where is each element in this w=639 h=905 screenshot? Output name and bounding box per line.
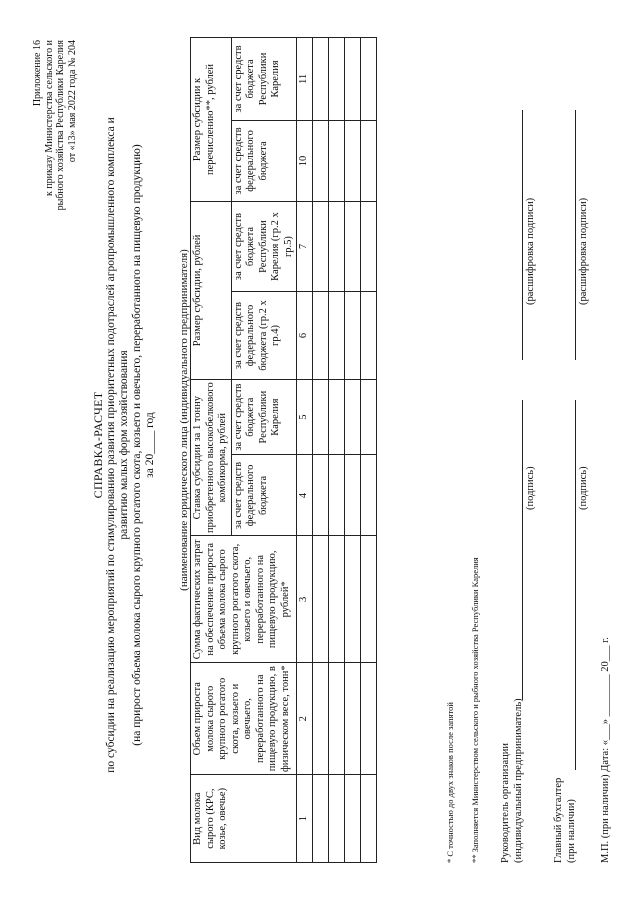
header-size-karelia: за счет средств бюджета Республики Карелия (гр.2 х гр.5) <box>231 201 297 291</box>
title-line: (на прирост объема молока сырого крупного рогатого скота, козьего и овечьего, переработанного на пищевую продукцию) <box>131 144 143 746</box>
column-number: 6 <box>297 292 313 380</box>
title-line: развитию малых форм хозяйствования <box>118 350 130 540</box>
calculation-table <box>190 37 377 863</box>
head-signature-line[interactable] <box>512 400 523 700</box>
footnote-ministry: ** Заполняется Министерством сельского и рыбного хозяйства Республики Карелия <box>470 557 480 863</box>
head-signature-caption: (подпись) <box>525 466 536 510</box>
column-number: 1 <box>297 775 313 863</box>
column-number: 10 <box>297 120 313 201</box>
header-rate-federal: за счет средств федерального бюджета <box>231 455 297 536</box>
appendix-header <box>32 40 78 210</box>
accountant-signature-caption: (подпись) <box>578 466 589 510</box>
header-pay-federal: за счет средств федерального бюджета <box>231 120 297 201</box>
column-number: 3 <box>297 536 313 663</box>
column-number: 7 <box>297 201 313 291</box>
header-pay-karelia: за счет средств бюджета Республики Карелия <box>231 38 297 121</box>
table-row <box>344 38 360 863</box>
accountant-title: Главный бухгалтер <box>553 777 564 863</box>
org-name-caption: (наименование юридического лица (индивидуального предпринимателя) <box>178 249 190 591</box>
table-row <box>312 38 328 863</box>
head-subtitle: (индивидуальный предприниматель) <box>513 698 524 863</box>
column-number: 11 <box>297 38 313 121</box>
column-number: 4 <box>297 455 313 536</box>
head-decode-line[interactable] <box>512 110 523 360</box>
header-rate: Ставка субсидии за 1 тонну приобретенного высокобелкового комбикорма, рублей <box>191 379 232 536</box>
document-title <box>92 45 157 845</box>
title-main: СПРАВКА-РАСЧЕТ <box>91 391 105 499</box>
title-line: по субсидии на реализацию мероприятий по стимулированию развития приоритетных подотраслей агропромышленного комплекса и <box>105 117 117 773</box>
header-rate-karelia: за счет средств бюджета Республики Карелия <box>231 379 297 455</box>
table-row <box>360 38 376 863</box>
header-subsidy-size: Размер субсидии, рублей <box>191 201 232 379</box>
title-line: за 20____ год <box>144 412 156 478</box>
head-title: Руководитель организации <box>500 743 511 863</box>
header-subsidy-payment: Размер субсидии к перечислению**, рублей <box>191 38 232 202</box>
accountant-subtitle: (при наличии) <box>566 799 577 863</box>
column-number: 5 <box>297 379 313 455</box>
stamp-date-line: М.П. (при наличии) Дата: «___» ________ 20___ г. <box>600 637 611 863</box>
appendix-line: Приложение 16 <box>32 40 43 107</box>
header-volume: Объем прироста молока сырого крупного рогатого скота, козьего и овечьего, переработанного на пищевую продукцию, в физическом весе, тонн* <box>191 663 297 775</box>
accountant-decode-line[interactable] <box>565 110 576 360</box>
accountant-decode-caption: (расшифровка подписи) <box>578 197 589 305</box>
header-costs: Сумма фактических затрат на обеспечение прироста объема молока сырого крупного рогатого скота, козьего и овечьего, переработанного на пищевую продукцию, рублей* <box>191 536 297 663</box>
header-size-federal: за счет средств федерального бюджета (гр.2 х гр.4) <box>231 292 297 380</box>
table-row-numbers <box>297 38 313 863</box>
head-decode-caption: (расшифровка подписи) <box>525 197 536 305</box>
appendix-line: к приказу Министерства сельского и <box>43 40 55 197</box>
column-number: 2 <box>297 663 313 775</box>
appendix-line: рыбного хозяйства Республики Карелия <box>55 40 66 211</box>
table-row <box>328 38 344 863</box>
appendix-line: от «13» мая 2022 года № 204 <box>66 40 78 163</box>
header-milk-type: Вид молока сырого (КРС, козье, овечье) <box>191 775 297 863</box>
footnote-precision: * С точностью до двух знаков после запятой <box>445 702 455 863</box>
accountant-signature-line[interactable] <box>565 400 576 770</box>
